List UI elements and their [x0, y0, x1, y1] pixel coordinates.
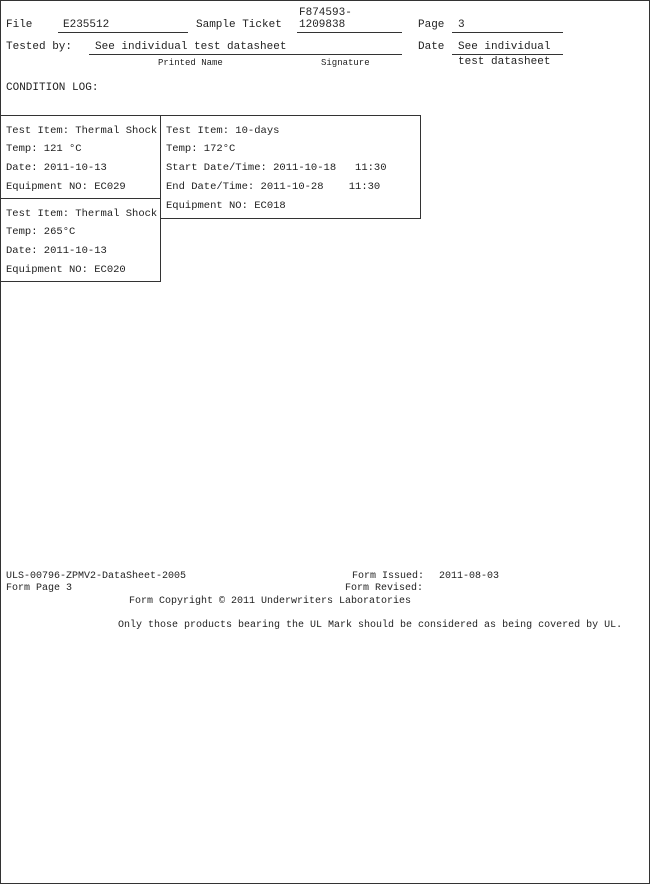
box-line: Temp: 265°C	[6, 226, 76, 238]
date-underline	[452, 54, 563, 55]
tested-by-underline	[89, 54, 402, 55]
printed-name-caption: Printed Name	[158, 58, 223, 68]
box-line: Date: 2011-10-13	[6, 162, 107, 174]
page-value: 3	[458, 19, 465, 31]
copyright: Form Copyright © 2011 Underwriters Laboratories	[129, 596, 412, 607]
signature-caption: Signature	[321, 58, 370, 68]
form-issued-value: 2011-08-03	[439, 571, 500, 582]
box-line: Temp: 172°C	[166, 143, 236, 155]
form-issued-label: Form Issued:	[352, 571, 425, 582]
date-value-line2: test datasheet	[458, 56, 551, 68]
file-value: E235512	[63, 19, 110, 31]
box-line: Equipment NO: EC018	[166, 200, 286, 212]
condition-box-thermal-shock-1	[0, 115, 161, 199]
page-underline	[452, 32, 563, 33]
ul-disclaimer: Only those products bearing the UL Mark should be considered as being covered by UL.	[118, 620, 623, 631]
box-line: Start Date/Time: 2011-10-18 11:30	[166, 162, 387, 174]
page-label: Page	[418, 19, 445, 31]
file-underline	[58, 32, 188, 33]
box-line: Test Item: Thermal Shock	[6, 208, 158, 220]
box-line: End Date/Time: 2011-10-28 11:30	[166, 181, 381, 193]
date-value-line1: See individual	[458, 41, 551, 53]
form-id: ULS-00796-ZPMV2-DataSheet-2005	[6, 571, 187, 582]
sample-ticket-line2: 1209838	[299, 19, 346, 31]
box-line: Equipment NO: EC029	[6, 181, 126, 193]
condition-box-thermal-shock-2	[0, 198, 161, 282]
form-page: Form Page 3	[6, 583, 73, 594]
sample-ticket-underline	[297, 32, 402, 33]
sample-ticket-line1: F874593-	[299, 7, 352, 19]
sample-ticket-label: Sample Ticket	[196, 19, 282, 31]
tested-by-label: Tested by:	[6, 41, 73, 53]
condition-log-label: CONDITION LOG:	[6, 82, 99, 94]
tested-by-value: See individual test datasheet	[95, 41, 287, 53]
condition-box-10-days	[160, 115, 421, 219]
box-line: Test Item: Thermal Shock	[6, 125, 158, 137]
date-label: Date	[418, 41, 445, 53]
form-revised-label: Form Revised:	[345, 583, 424, 594]
box-line: Temp: 121 °C	[6, 143, 82, 155]
box-line: Test Item: 10-days	[166, 125, 280, 137]
box-line: Equipment NO: EC020	[6, 264, 126, 276]
file-label: File	[6, 19, 33, 31]
box-line: Date: 2011-10-13	[6, 245, 107, 257]
